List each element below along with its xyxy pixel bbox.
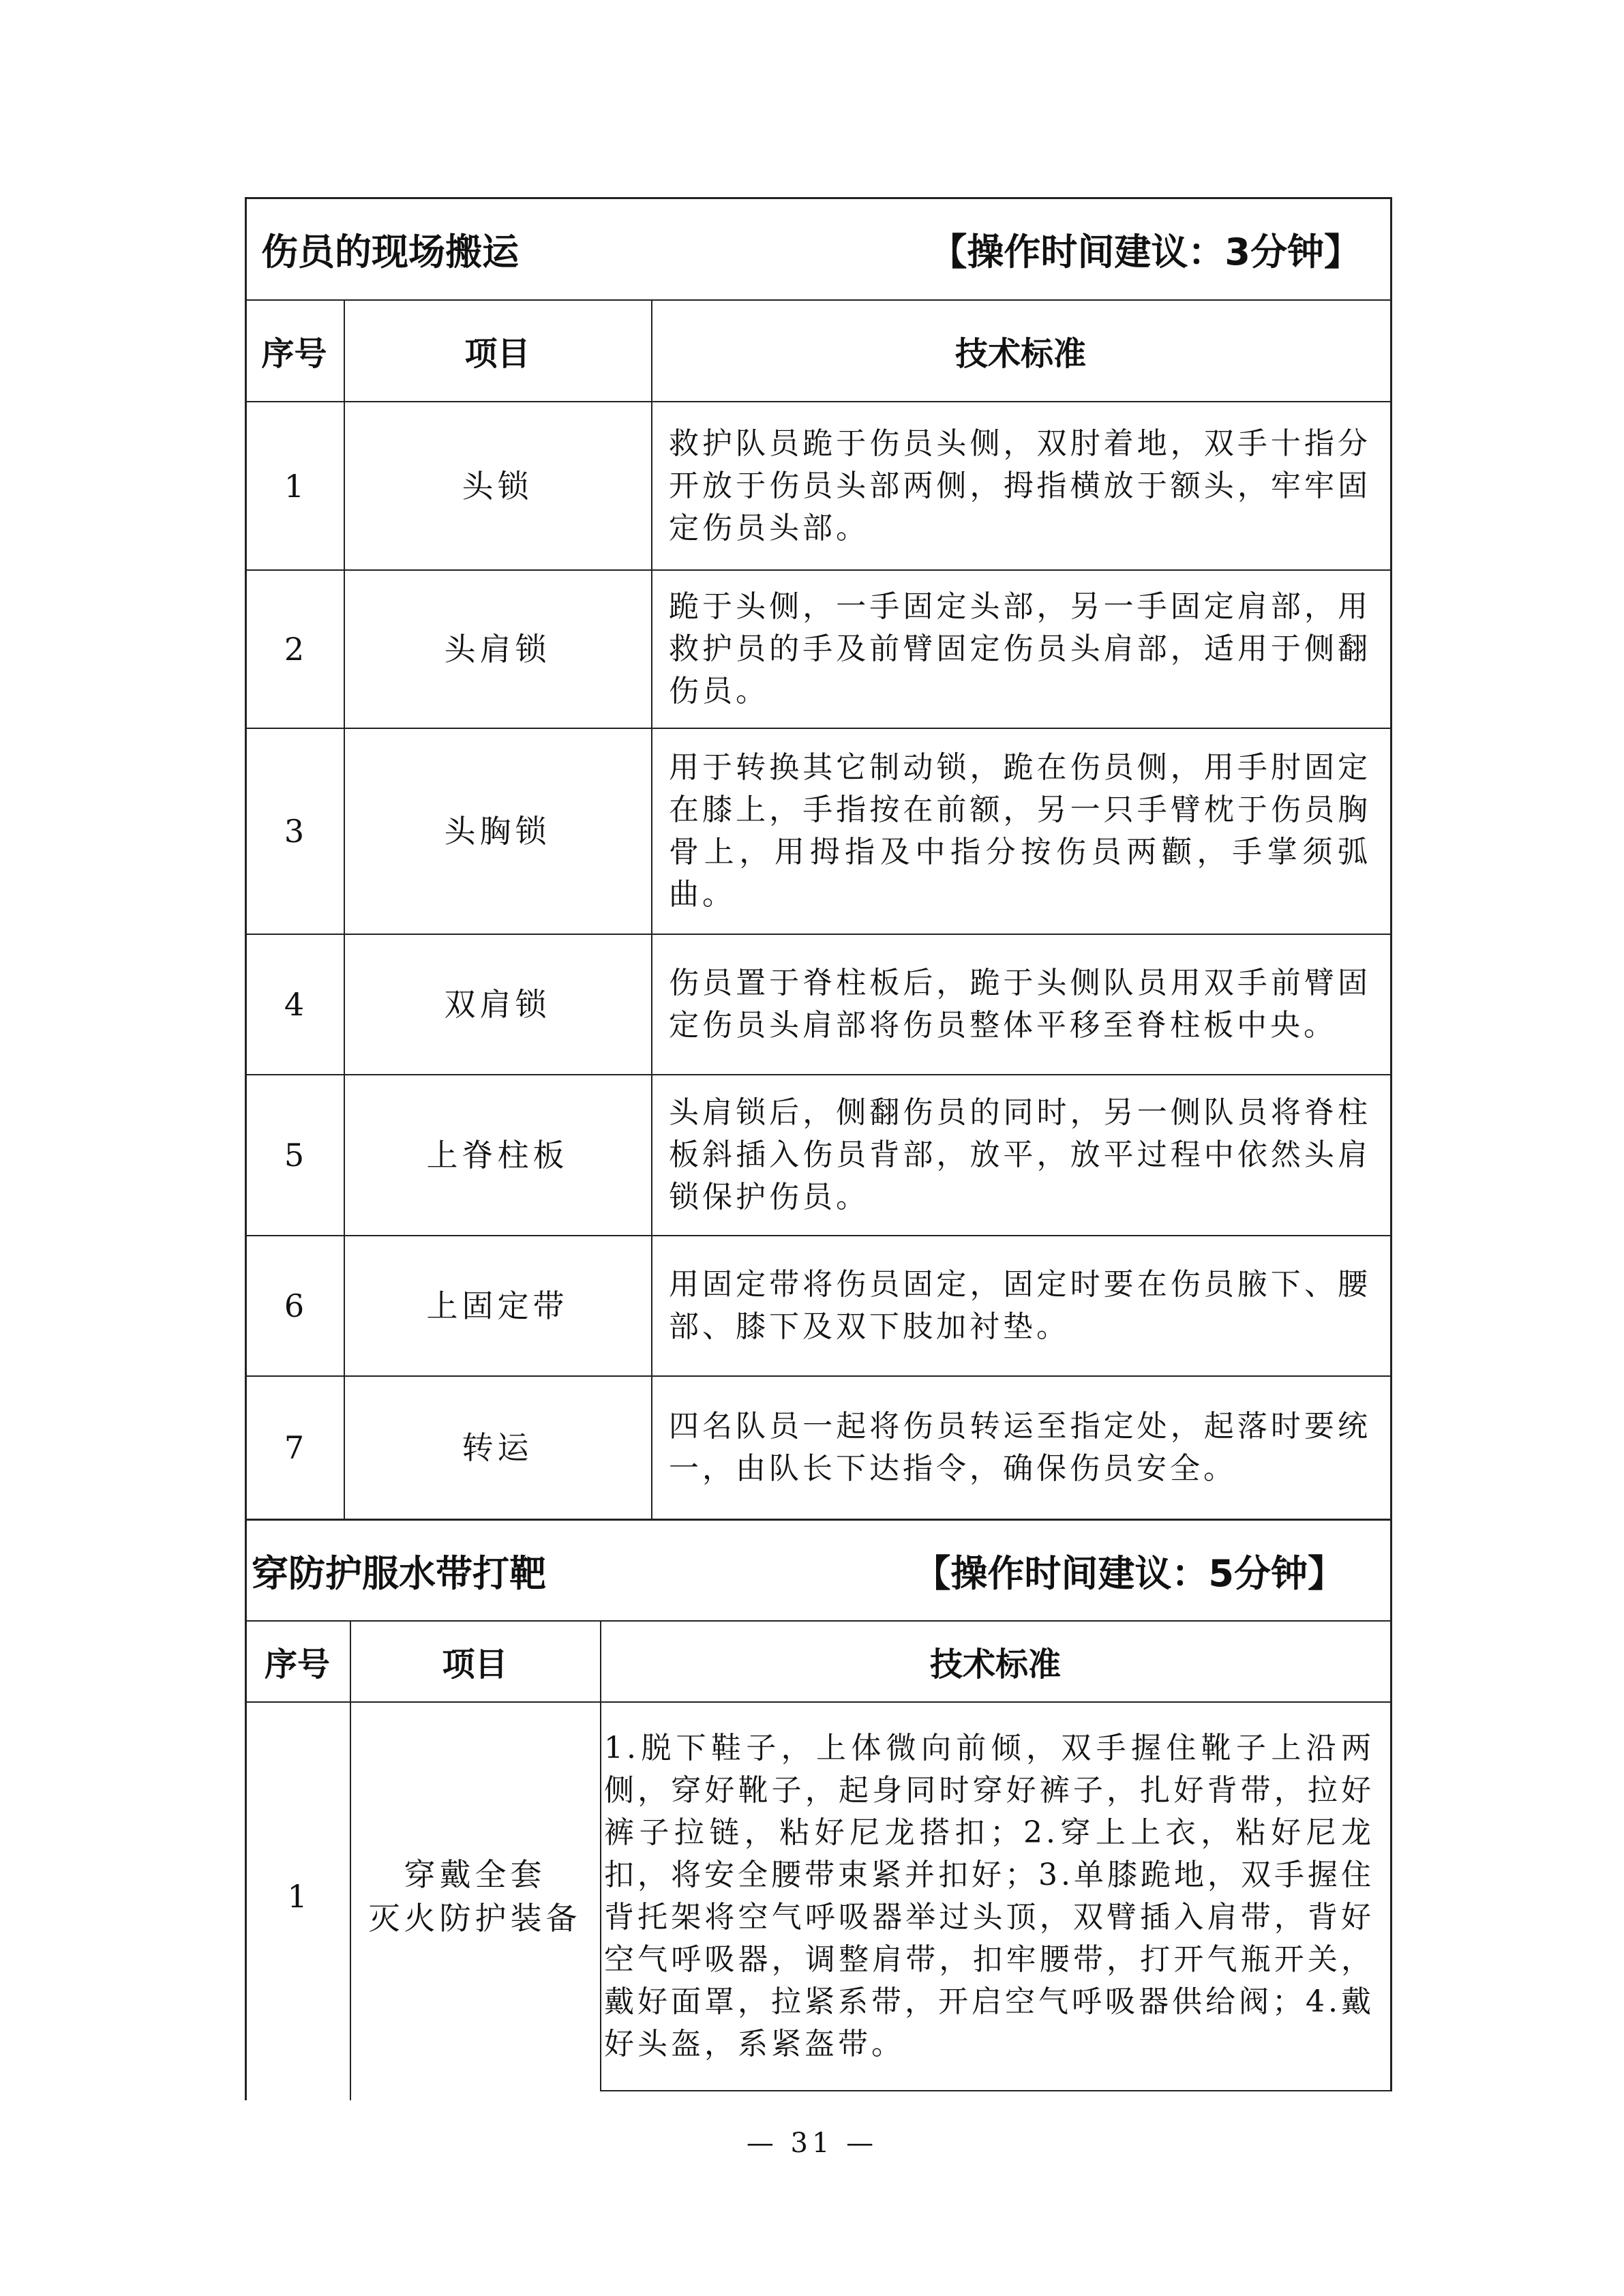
row-standard: 用固定带将伤员固定，固定时要在伤员腋下、腰部、膝下及双下肢加衬垫。: [669, 1267, 1371, 1344]
table-row: [245, 1236, 1392, 1375]
col-header-item: 项目: [442, 1645, 508, 1684]
col-header-standard: 技术标准: [929, 1645, 1061, 1684]
row-number: 4: [284, 986, 305, 1023]
row-item: 头肩锁: [444, 631, 551, 668]
row-standard: 1.脱下鞋子，上体微向前倾，双手握住靴子上沿两侧，穿好靴子，起身同时穿好裤子，扎好背带，拉好裤子拉链，粘好尼龙搭扣；2.穿上上衣，粘好尼龙扣，将安全腰带束紧并扣好；3.单膝跪地，双手握住背托架将空气呼吸器举过头顶，双臂插入肩带，背好空气呼吸器，调整肩带，扣牢腰带，打开气瓶开关，戴好面罩，拉紧系带，开启空气呼吸器供给阀；4.戴好头盔，系紧盔带。: [604, 1731, 1374, 2061]
section-title: 穿防护服水带打靶: [252, 1551, 546, 1595]
col-header-no: 序号: [261, 335, 327, 373]
table-row: [245, 571, 1392, 728]
table-row: [245, 1377, 1392, 1519]
time-suggestion: 【操作时间建议：3分钟】: [930, 230, 1361, 273]
row-item: 转运: [462, 1429, 533, 1466]
row-number: 6: [284, 1287, 305, 1324]
table-row: [245, 935, 1392, 1074]
row-standard: 用于转换其它制动锁，跪在伤员侧，用手肘固定在膝上，手指按在前额，另一只手臂枕于伤员胸骨上，用拇指及中指分按伤员两颧，手掌须弧曲。: [669, 750, 1371, 912]
col-header-standard: 技术标准: [954, 335, 1086, 373]
page-number: — 31 —: [746, 2128, 878, 2159]
table-row: [245, 729, 1392, 934]
row-standard: 四名队员一起将伤员转运至指定处，起落时要统一，由队长下达指令，确保伤员安全。: [669, 1409, 1371, 1486]
table-row: [245, 402, 1392, 569]
table-row: [245, 1075, 1392, 1235]
row-item: 上脊柱板: [426, 1137, 569, 1174]
row-item: 双肩锁: [444, 986, 551, 1023]
time-suggestion: 【操作时间建议：5分钟】: [914, 1551, 1344, 1595]
row-item: [350, 1703, 600, 2090]
col-header-item: 项目: [464, 335, 530, 373]
row-item: 头胸锁: [444, 813, 551, 850]
row-number: 1: [287, 1878, 307, 1915]
section-title: 伤员的现场搬运: [261, 230, 519, 273]
row-item: 上固定带: [426, 1287, 569, 1324]
row-item: 头锁: [462, 467, 533, 505]
row-number: 2: [284, 631, 305, 668]
row-standard: 跪于头侧，一手固定头部，另一手固定肩部，用救护员的手及前臂固定伤员头肩部，适用于侧翻伤员。: [669, 589, 1371, 709]
row-number: 3: [284, 813, 305, 850]
row-number: 7: [284, 1429, 305, 1466]
row-item-line: 灭火防护装备: [368, 1900, 582, 1937]
table2-rule: [600, 2090, 1392, 2091]
row-standard: 头肩锁后，侧翻伤员的同时，另一侧队员将脊柱板斜插入伤员背部，放平，放平过程中依然头肩锁保护伤员。: [669, 1095, 1371, 1214]
row-standard: 救护队员跪于伤员头侧，双肘着地，双手十指分开放于伤员头部两侧，拇指横放于额头，牢牢固定伤员头部。: [669, 426, 1371, 546]
row-item-line: 穿戴全套: [404, 1856, 546, 1893]
col-header-no: 序号: [264, 1645, 330, 1684]
row-standard: 伤员置于脊柱板后，跪于头侧队员用双手前臂固定伤员头肩部将伤员整体平移至脊柱板中央。: [669, 966, 1371, 1043]
row-number: 1: [284, 467, 305, 505]
row-number: 5: [284, 1137, 305, 1174]
table-row: [245, 1703, 1392, 2090]
